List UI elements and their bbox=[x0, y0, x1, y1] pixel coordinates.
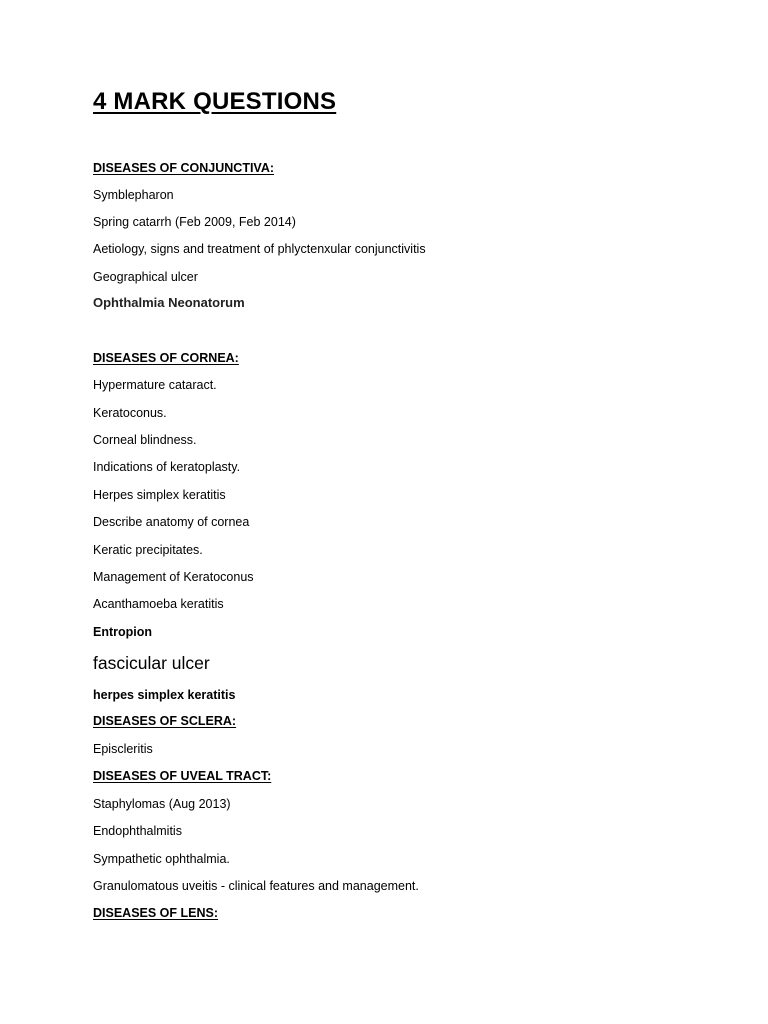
list-item: Ophthalmia Neonatorum bbox=[93, 295, 245, 310]
page-title: 4 MARK QUESTIONS bbox=[93, 88, 337, 115]
list-item: Management of Keratoconus bbox=[93, 570, 254, 584]
list-item: Herpes simplex keratitis bbox=[93, 488, 226, 502]
list-item: Geographical ulcer bbox=[93, 270, 198, 284]
list-item: Entropion bbox=[93, 625, 153, 639]
list-item: fascicular ulcer bbox=[93, 653, 210, 673]
list-item: Keratoconus. bbox=[93, 406, 167, 420]
section-heading-sclera: DISEASES OF SCLERA: bbox=[93, 714, 237, 728]
section-heading-cornea: DISEASES OF CORNEA: bbox=[93, 351, 239, 365]
list-item: Sympathetic ophthalmia. bbox=[93, 852, 230, 866]
list-item: Keratic precipitates. bbox=[93, 543, 203, 557]
list-item: herpes simplex keratitis bbox=[93, 688, 236, 702]
section-heading-conjunctiva: DISEASES OF CONJUNCTIVA: bbox=[93, 161, 275, 175]
list-item: Endophthalmitis bbox=[93, 824, 182, 838]
section-heading-uveal-tract: DISEASES OF UVEAL TRACT: bbox=[93, 769, 272, 783]
list-item: Spring catarrh (Feb 2009, Feb 2014) bbox=[93, 215, 296, 229]
list-item: Granulomatous uveitis - clinical features and management. bbox=[93, 879, 419, 893]
list-item: Hypermature cataract. bbox=[93, 378, 217, 392]
list-item: Staphylomas (Aug 2013) bbox=[93, 797, 231, 811]
list-item: Episcleritis bbox=[93, 742, 153, 756]
list-item: Describe anatomy of cornea bbox=[93, 515, 250, 529]
list-item: Symblepharon bbox=[93, 188, 174, 202]
list-item: Aetiology, signs and treatment of phlyctenxular conjunctivitis bbox=[93, 242, 426, 256]
section-heading-lens: DISEASES OF LENS: bbox=[93, 906, 219, 920]
list-item: Acanthamoeba keratitis bbox=[93, 597, 224, 611]
list-item: Corneal blindness. bbox=[93, 433, 197, 447]
list-item: Indications of keratoplasty. bbox=[93, 460, 241, 474]
